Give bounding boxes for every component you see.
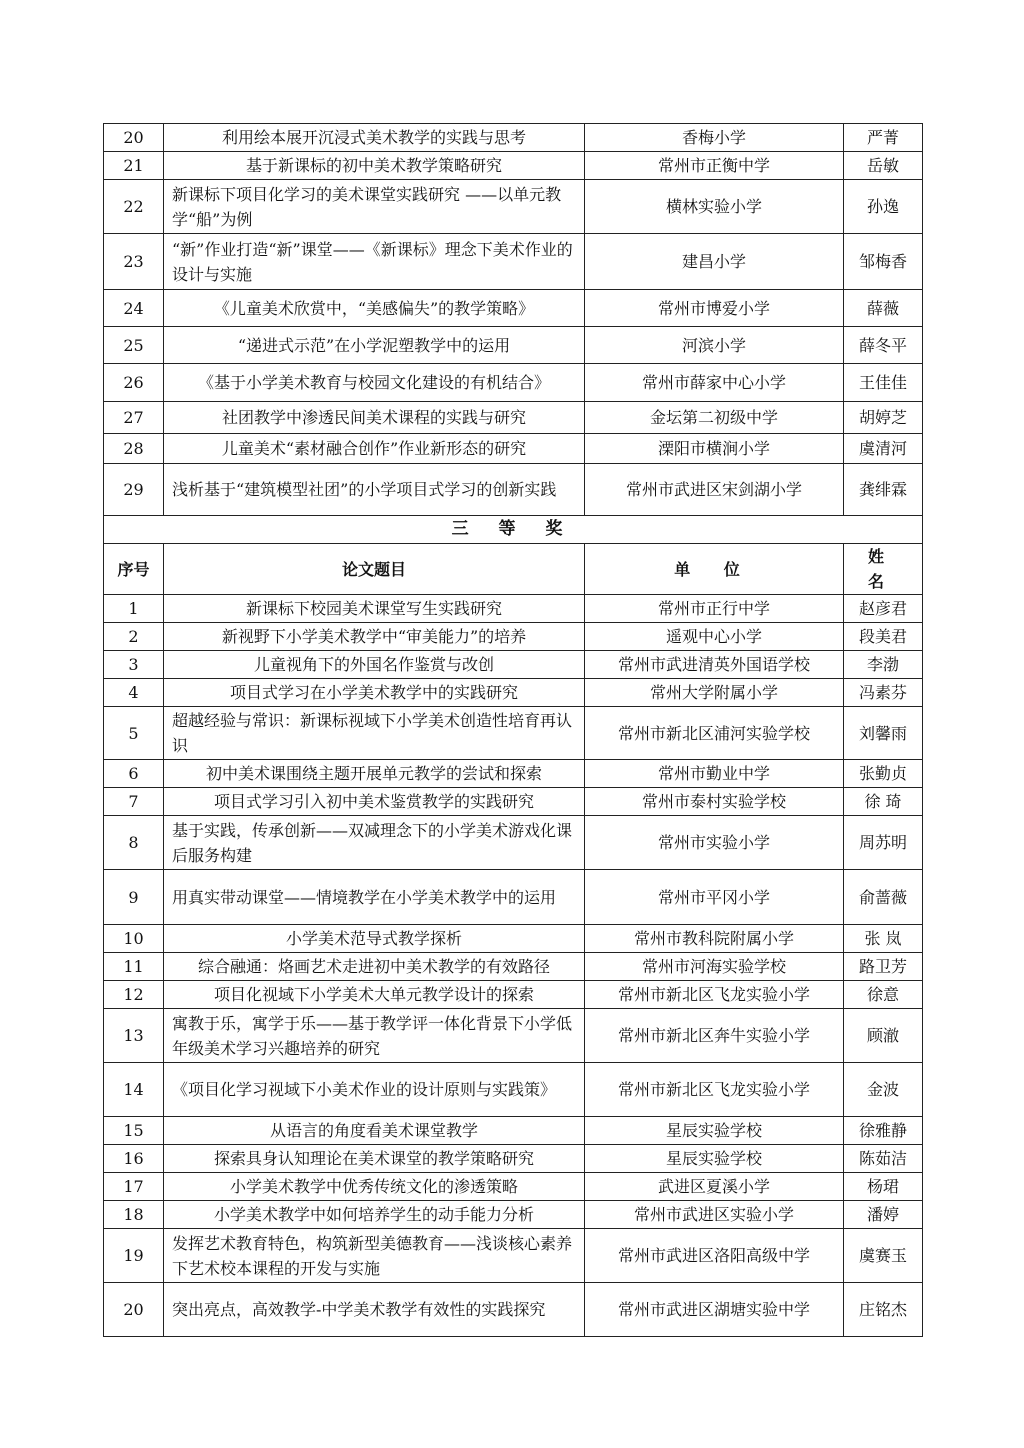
- row-number: 23: [104, 234, 164, 290]
- header-name: 姓 名: [844, 544, 923, 595]
- paper-title: 寓教于乐，寓学于乐——基于教学评一体化背景下小学低年级美术学习兴趣培养的研究: [164, 1009, 585, 1063]
- row-number: 13: [104, 1009, 164, 1063]
- table-row: [104, 595, 923, 623]
- table-row: [104, 1229, 923, 1283]
- header-row: [104, 544, 923, 595]
- school-unit: 遥观中心小学: [585, 623, 844, 651]
- school-unit: 常州市博爱小学: [585, 290, 844, 327]
- table-row: [104, 1283, 923, 1337]
- paper-title: 超越经验与常识：新课标视域下小学美术创造性培育再认识: [164, 707, 585, 760]
- third-prize-section: [104, 516, 923, 595]
- author-name: 金波: [844, 1063, 923, 1117]
- table-row: [104, 925, 923, 953]
- author-name: 路卫芳: [844, 953, 923, 981]
- table-row: [104, 816, 923, 870]
- table-row: [104, 651, 923, 679]
- row-number: 29: [104, 464, 164, 516]
- paper-title: 综合融通：烙画艺术走进初中美术教学的有效路径: [164, 953, 585, 981]
- table-row: [104, 327, 923, 364]
- paper-title: 初中美术课围绕主题开展单元教学的尝试和探索: [164, 760, 585, 788]
- header-unit: 单 位: [585, 544, 844, 595]
- table-row: [104, 981, 923, 1009]
- paper-title: 社团教学中渗透民间美术课程的实践与研究: [164, 402, 585, 434]
- row-number: 16: [104, 1145, 164, 1173]
- row-number: 20: [104, 1283, 164, 1337]
- table-row: [104, 1201, 923, 1229]
- school-unit: 金坛第二初级中学: [585, 402, 844, 434]
- paper-title: 突出亮点，高效教学-中学美术教学有效性的实践探究: [164, 1283, 585, 1337]
- table-row: [104, 434, 923, 464]
- author-name: 杨珺: [844, 1173, 923, 1201]
- school-unit: 溧阳市横涧小学: [585, 434, 844, 464]
- school-unit: 常州市武进区湖塘实验中学: [585, 1283, 844, 1337]
- table-row: [104, 234, 923, 290]
- paper-title: 基于实践，传承创新——双减理念下的小学美术游戏化课后服务构建: [164, 816, 585, 870]
- school-unit: 常州市武进区实验小学: [585, 1201, 844, 1229]
- author-name: 潘婷: [844, 1201, 923, 1229]
- table-row: [104, 679, 923, 707]
- paper-title: 新课标下项目化学习的美术课堂实践研究 ——以单元教学“船”为例: [164, 180, 585, 234]
- row-number: 19: [104, 1229, 164, 1283]
- school-unit: 常州市平冈小学: [585, 870, 844, 925]
- row-number: 20: [104, 124, 164, 152]
- paper-title: 小学美术教学中如何培养学生的动手能力分析: [164, 1201, 585, 1229]
- paper-title: 《儿童美术欣赏中，“美感偏失”的教学策略》: [164, 290, 585, 327]
- school-unit: 常州市新北区浦河实验学校: [585, 707, 844, 760]
- row-number: 3: [104, 651, 164, 679]
- school-unit: 常州市正行中学: [585, 595, 844, 623]
- row-number: 4: [104, 679, 164, 707]
- paper-title: 新课标下校园美术课堂写生实践研究: [164, 595, 585, 623]
- school-unit: 武进区夏溪小学: [585, 1173, 844, 1201]
- author-name: 段美君: [844, 623, 923, 651]
- table-row: [104, 623, 923, 651]
- table-row: [104, 707, 923, 760]
- table-row: [104, 124, 923, 152]
- table-row: [104, 953, 923, 981]
- table-row: [104, 1063, 923, 1117]
- table-row: [104, 760, 923, 788]
- table-row: [104, 1117, 923, 1145]
- school-unit: 常州市武进区洛阳高级中学: [585, 1229, 844, 1283]
- author-name: 邹梅香: [844, 234, 923, 290]
- row-number: 27: [104, 402, 164, 434]
- paper-title: 儿童视角下的外国名作鉴赏与改创: [164, 651, 585, 679]
- school-unit: 常州市勤业中学: [585, 760, 844, 788]
- author-name: 严菁: [844, 124, 923, 152]
- row-number: 5: [104, 707, 164, 760]
- author-name: 王佳佳: [844, 364, 923, 402]
- author-name: 岳敏: [844, 152, 923, 180]
- school-unit: 星辰实验学校: [585, 1117, 844, 1145]
- row-number: 2: [104, 623, 164, 651]
- row-number: 8: [104, 816, 164, 870]
- row-number: 17: [104, 1173, 164, 1201]
- school-unit: 常州市泰村实验学校: [585, 788, 844, 816]
- row-number: 26: [104, 364, 164, 402]
- table-row: [104, 1145, 923, 1173]
- row-number: 15: [104, 1117, 164, 1145]
- school-unit: 常州市实验小学: [585, 816, 844, 870]
- row-number: 10: [104, 925, 164, 953]
- school-unit: 常州市正衡中学: [585, 152, 844, 180]
- section-title-row: [104, 516, 923, 544]
- row-number: 9: [104, 870, 164, 925]
- author-name: 俞蔷薇: [844, 870, 923, 925]
- author-name: 徐 琦: [844, 788, 923, 816]
- upper-rows: [104, 124, 923, 516]
- header-title: 论文题目: [164, 544, 585, 595]
- paper-title: 儿童美术“素材融合创作”作业新形态的研究: [164, 434, 585, 464]
- author-name: 赵彦君: [844, 595, 923, 623]
- author-name: 孙逸: [844, 180, 923, 234]
- author-name: 刘馨雨: [844, 707, 923, 760]
- author-name: 张 岚: [844, 925, 923, 953]
- table-row: [104, 180, 923, 234]
- awards-table: [103, 123, 923, 1337]
- table-row: [104, 364, 923, 402]
- table-row: [104, 1173, 923, 1201]
- school-unit: 常州市新北区飞龙实验小学: [585, 981, 844, 1009]
- paper-title: 浅析基于“建筑模型社团”的小学项目式学习的创新实践: [164, 464, 585, 516]
- author-name: 庄铭杰: [844, 1283, 923, 1337]
- school-unit: 常州市武进区宋剑湖小学: [585, 464, 844, 516]
- author-name: 陈茹洁: [844, 1145, 923, 1173]
- row-number: 18: [104, 1201, 164, 1229]
- author-name: 龚绯霖: [844, 464, 923, 516]
- row-number: 14: [104, 1063, 164, 1117]
- author-name: 徐雅静: [844, 1117, 923, 1145]
- school-unit: 常州市新北区飞龙实验小学: [585, 1063, 844, 1117]
- school-unit: 建昌小学: [585, 234, 844, 290]
- row-number: 22: [104, 180, 164, 234]
- paper-title: 《项目化学习视域下小美术作业的设计原则与实践策》: [164, 1063, 585, 1117]
- row-number: 25: [104, 327, 164, 364]
- row-number: 11: [104, 953, 164, 981]
- table-row: [104, 870, 923, 925]
- author-name: 周苏明: [844, 816, 923, 870]
- paper-title: “新”作业打造“新”课堂——《新课标》理念下美术作业的设计与实施: [164, 234, 585, 290]
- author-name: 徐意: [844, 981, 923, 1009]
- school-unit: 常州市教科院附属小学: [585, 925, 844, 953]
- paper-title: “递进式示范”在小学泥塑教学中的运用: [164, 327, 585, 364]
- paper-title: 项目式学习在小学美术教学中的实践研究: [164, 679, 585, 707]
- table-row: [104, 464, 923, 516]
- author-name: 薛冬平: [844, 327, 923, 364]
- school-unit: 常州市薛家中心小学: [585, 364, 844, 402]
- author-name: 薛薇: [844, 290, 923, 327]
- row-number: 28: [104, 434, 164, 464]
- row-number: 21: [104, 152, 164, 180]
- table-row: [104, 1009, 923, 1063]
- school-unit: 星辰实验学校: [585, 1145, 844, 1173]
- author-name: 虞清河: [844, 434, 923, 464]
- paper-title: 用真实带动课堂——情境教学在小学美术教学中的运用: [164, 870, 585, 925]
- table-row: [104, 290, 923, 327]
- paper-title: 探索具身认知理论在美术课堂的教学策略研究: [164, 1145, 585, 1173]
- author-name: 虞赛玉: [844, 1229, 923, 1283]
- school-unit: 横林实验小学: [585, 180, 844, 234]
- school-unit: 常州市河海实验学校: [585, 953, 844, 981]
- school-unit: 香梅小学: [585, 124, 844, 152]
- row-number: 12: [104, 981, 164, 1009]
- paper-title: 基于新课标的初中美术教学策略研究: [164, 152, 585, 180]
- paper-title: 项目化视域下小学美术大单元教学设计的探索: [164, 981, 585, 1009]
- author-name: 张勤贞: [844, 760, 923, 788]
- row-number: 24: [104, 290, 164, 327]
- table-row: [104, 402, 923, 434]
- table-row: [104, 788, 923, 816]
- header-no: 序号: [104, 544, 164, 595]
- row-number: 7: [104, 788, 164, 816]
- author-name: 冯素芬: [844, 679, 923, 707]
- paper-title: 发挥艺术教育特色，构筑新型美德教育——浅谈核心素养下艺术校本课程的开发与实施: [164, 1229, 585, 1283]
- paper-title: 新视野下小学美术教学中“审美能力”的培养: [164, 623, 585, 651]
- section-title: 三 等 奖: [104, 516, 923, 544]
- author-name: 李渤: [844, 651, 923, 679]
- school-unit: 常州市武进清英外国语学校: [585, 651, 844, 679]
- author-name: 顾澈: [844, 1009, 923, 1063]
- school-unit: 河滨小学: [585, 327, 844, 364]
- paper-title: 小学美术范导式教学探析: [164, 925, 585, 953]
- school-unit: 常州大学附属小学: [585, 679, 844, 707]
- third-prize-rows: [104, 595, 923, 1337]
- author-name: 胡婷芝: [844, 402, 923, 434]
- paper-title: 利用绘本展开沉浸式美术教学的实践与思考: [164, 124, 585, 152]
- table-row: [104, 152, 923, 180]
- paper-title: 项目式学习引入初中美术鉴赏教学的实践研究: [164, 788, 585, 816]
- paper-title: 小学美术教学中优秀传统文化的渗透策略: [164, 1173, 585, 1201]
- row-number: 1: [104, 595, 164, 623]
- paper-title: 从语言的角度看美术课堂教学: [164, 1117, 585, 1145]
- school-unit: 常州市新北区奔牛实验小学: [585, 1009, 844, 1063]
- row-number: 6: [104, 760, 164, 788]
- paper-title: 《基于小学美术教育与校园文化建设的有机结合》: [164, 364, 585, 402]
